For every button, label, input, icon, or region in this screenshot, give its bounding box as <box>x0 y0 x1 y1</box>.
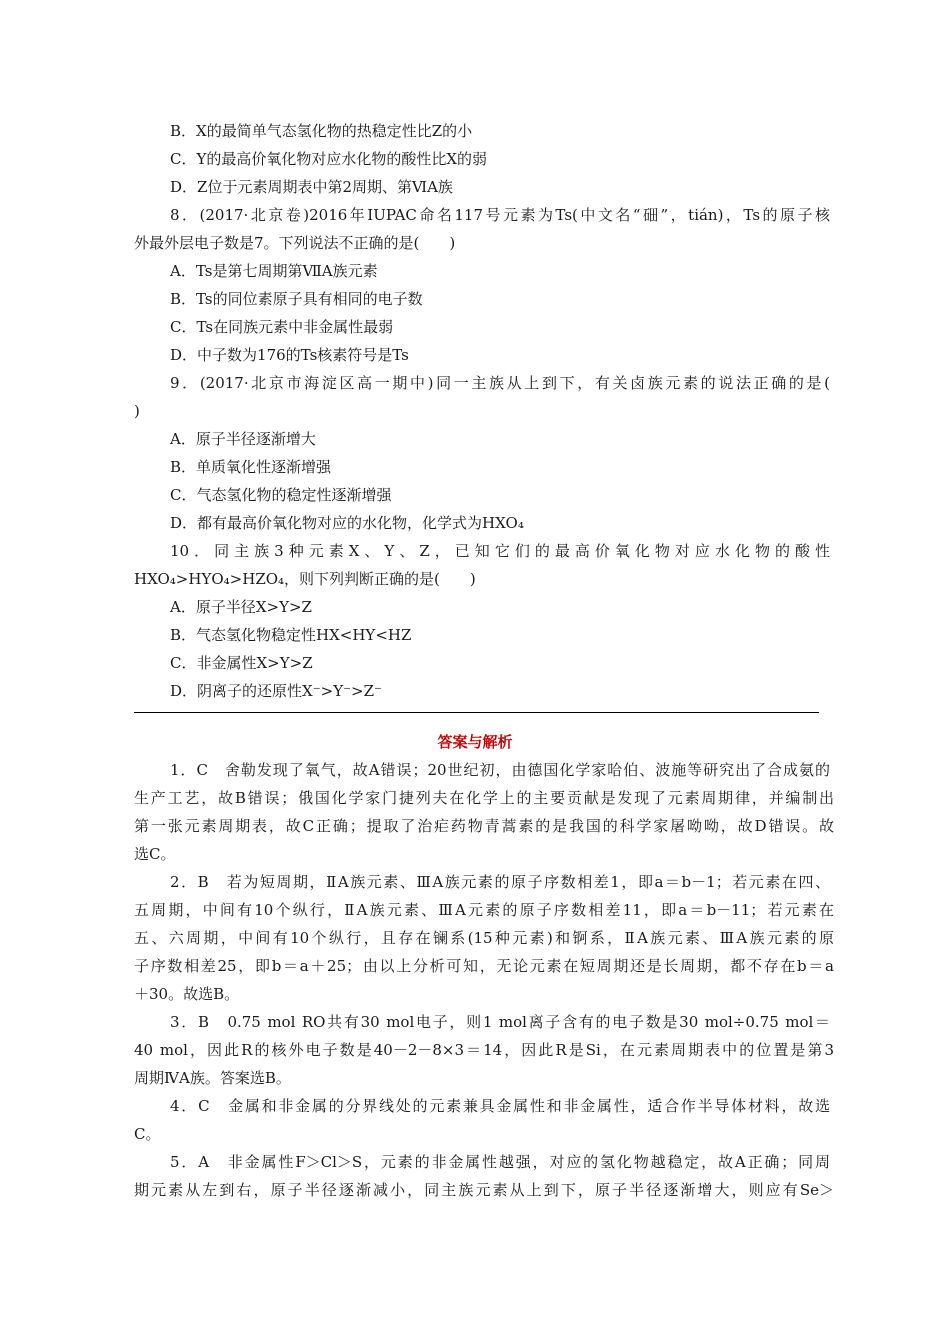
q9-stem-line2: ) <box>134 402 140 420</box>
q7-option-d: D．Z位于元素周期表中第2周期、第ⅥA族 <box>170 178 453 196</box>
q10-option-d: D．阴离子的还原性X⁻>Y⁻>Z⁻ <box>170 682 382 700</box>
answer3-line1: 3．B 0.75 mol RO共有30 mol电子，则1 mol离子含有的电子数是30 mol÷0.75 mol＝ <box>170 1013 830 1031</box>
q7-option-b: B．X的最简单气态氢化物的热稳定性比Z的小 <box>170 122 473 140</box>
q9-option-a: A．原子半径逐渐增大 <box>170 430 316 448</box>
q8-stem-line1: 8．(2017·北京卷)2016年IUPAC命名117号元素为Ts(中文名“鿬”，tián)，Ts的原子核 <box>170 206 830 224</box>
q9-option-b: B．单质氧化性逐渐增强 <box>170 458 332 476</box>
answer2-line2: 五周期，中间有10个纵行，ⅡA族元素、ⅢA元素的原子序数相差11，即a＝b－11；若元素在 <box>134 901 834 919</box>
q8-option-d: D．中子数为176的Ts核素符号是Ts <box>170 346 409 364</box>
answers-title: 答案与解析 <box>437 733 513 751</box>
answer2-line1: 2．B 若为短周期，ⅡA族元素、ⅢA族元素的原子序数相差1，即a＝b－1；若元素在四、 <box>170 873 830 891</box>
answer5-line2: 期元素从左到右，原子半径逐渐减小，同主族元素从上到下，原子半径逐渐增大，则应有Se＞ <box>134 1181 834 1199</box>
q8-option-c: C．Ts在同族元素中非金属性最弱 <box>170 318 394 336</box>
q10-stem-line1: 10．同主族3种元素X、Y、Z，已知它们的最高价氧化物对应水化物的酸性 <box>170 542 830 560</box>
q9-option-c: C．气态氢化物的稳定性逐渐增强 <box>170 486 392 504</box>
answer2-line3: 五、六周期，中间有10个纵行，且存在镧系(15种元素)和锕系，ⅡA族元素、ⅢA族元素的原 <box>134 929 834 947</box>
answer2-line5: ＋30。故选B。 <box>134 985 240 1003</box>
answer4-line2: C。 <box>134 1125 161 1143</box>
q9-stem-line1: 9．(2017·北京市海淀区高一期中)同一主族从上到下，有关卤族元素的说法正确的是( <box>170 374 830 392</box>
answer3-line3: 周期ⅣA族。答案选B。 <box>134 1069 291 1087</box>
answer3-line2: 40 mol，因此R的核外电子数是40－2－8×3＝14，因此R是Si，在元素周期表中的位置是第3 <box>134 1041 834 1059</box>
answer1-line2: 生产工艺，故B错误；俄国化学家门捷列夫在化学上的主要贡献是发现了元素周期律，并编制出 <box>134 789 834 807</box>
answer2-line4: 子序数相差25，即b＝a＋25；由以上分析可知，无论元素在短周期还是长周期，都不存在b＝a <box>134 957 834 975</box>
q8-stem-line2: 外最外层电子数是7。下列说法不正确的是( ) <box>134 234 456 252</box>
answer1-line1: 1．C 舍勒发现了氧气，故A错误；20世纪初，由德国化学家哈伯、波施等研究出了合成氨的 <box>170 761 830 779</box>
section-divider <box>134 712 819 713</box>
q8-option-a: A．Ts是第七周期第ⅦA族元素 <box>170 262 378 280</box>
answer5-line1: 5．A 非金属性F＞Cl＞S，元素的非金属性越强，对应的氢化物越稳定，故A正确；同周 <box>170 1153 830 1171</box>
q10-option-c: C．非金属性X>Y>Z <box>170 654 313 672</box>
q10-option-b: B．气态氢化物稳定性HX<HY<HZ <box>170 626 412 644</box>
answer1-line3: 第一张元素周期表，故C正确；提取了治疟药物青蒿素的是我国的科学家屠呦呦，故D错误。故 <box>134 817 834 835</box>
q9-option-d: D．都有最高价氧化物对应的水化物，化学式为HXO₄ <box>170 514 524 532</box>
q8-option-b: B．Ts的同位素原子具有相同的电子数 <box>170 290 423 308</box>
q10-stem-line2: HXO₄>HYO₄>HZO₄，则下列判断正确的是( ) <box>134 570 476 588</box>
q10-option-a: A．原子半径X>Y>Z <box>170 598 312 616</box>
q7-option-c: C．Y的最高价氧化物对应水化物的酸性比X的弱 <box>170 150 488 168</box>
answer4-line1: 4．C 金属和非金属的分界线处的元素兼具金属性和非金属性，适合作半导体材料，故选 <box>170 1097 830 1115</box>
answer1-line4: 选C。 <box>134 845 176 863</box>
